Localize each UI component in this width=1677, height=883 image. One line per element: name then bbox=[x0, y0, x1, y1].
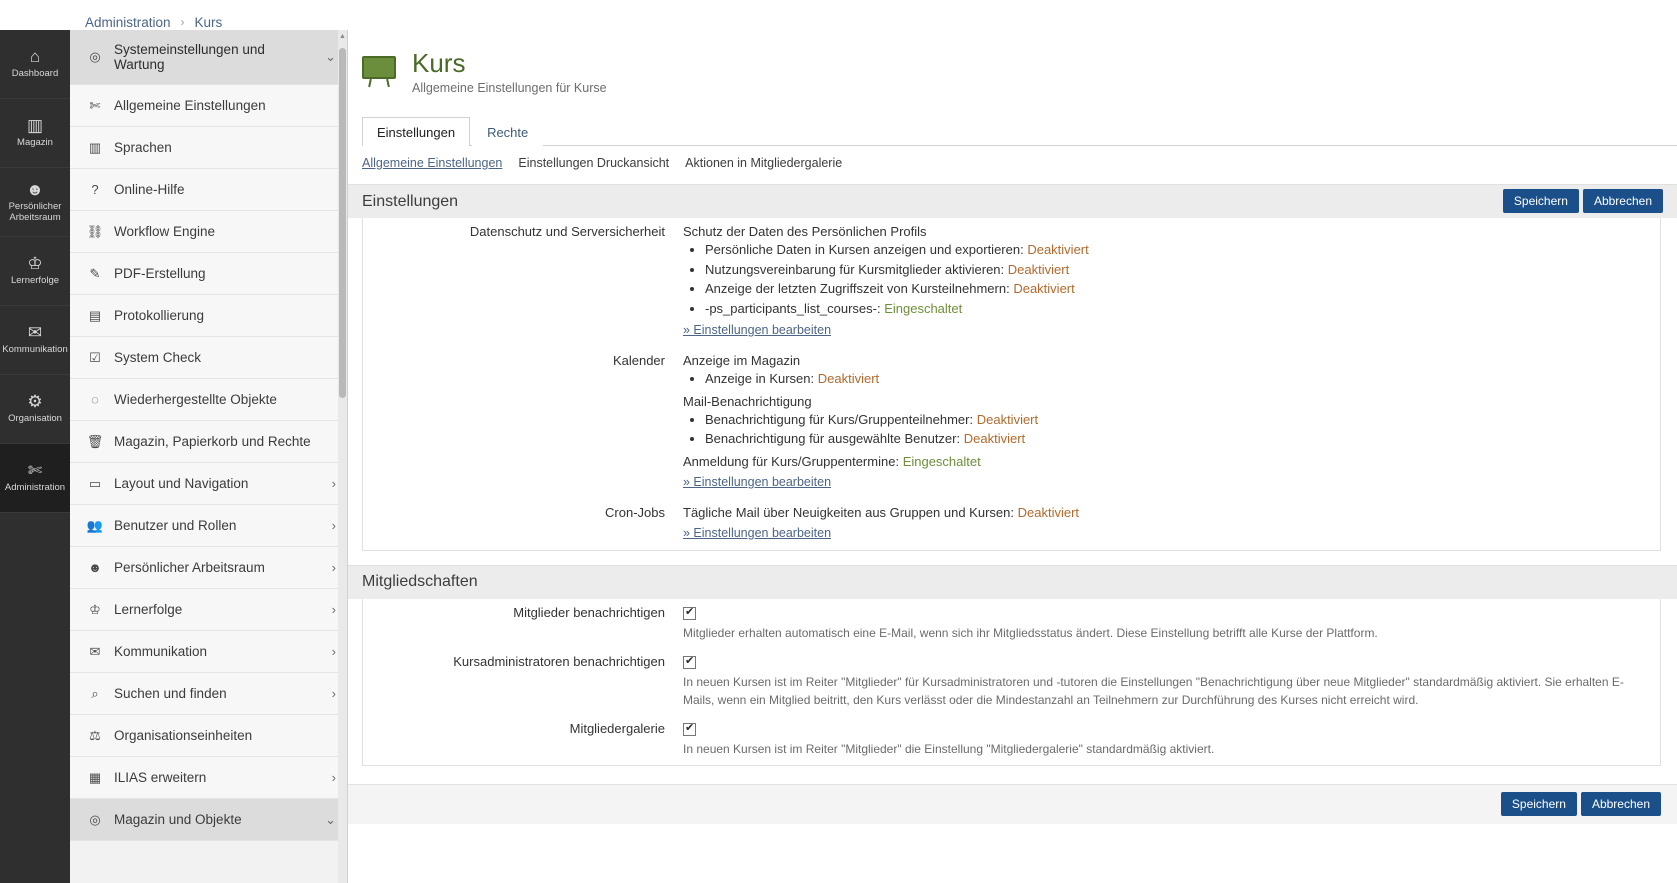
sidebar-item-ilias-erweitern[interactable] bbox=[70, 757, 348, 799]
calendar-trailing bbox=[683, 454, 1642, 469]
sidebar-item-kommunikation[interactable] bbox=[70, 631, 348, 673]
organisation-icon: ⚙ bbox=[27, 392, 43, 412]
chevron-right-icon: › bbox=[331, 560, 336, 575]
layout-icon: ▭ bbox=[88, 475, 102, 491]
row-label: Mitglieder benachrichtigen bbox=[513, 604, 665, 620]
calendar-block-heading-2: Mail-Benachrichtigung bbox=[683, 393, 812, 409]
repository-icon: ▥ bbox=[26, 116, 44, 136]
item-value: Deaktiviert bbox=[817, 371, 880, 387]
section-header-mitgliedschaften bbox=[348, 565, 1677, 599]
sidebar-scrollbar[interactable] bbox=[338, 30, 347, 883]
item-text: Anmeldung für Kurs/Gruppentermine: bbox=[683, 453, 900, 469]
breadcrumb-administration[interactable]: Administration bbox=[85, 14, 171, 30]
edit-settings-link-cron[interactable]: » Einstellungen bearbeiten bbox=[683, 525, 832, 540]
item-value: Eingeschaltet bbox=[902, 453, 981, 469]
rail-item-kommunikation[interactable] bbox=[0, 306, 70, 375]
rail-label: Kommunikation bbox=[2, 344, 68, 356]
sidebar-item-label: Persönlicher Arbeitsraum bbox=[114, 560, 265, 575]
rail-item-dashboard[interactable] bbox=[0, 30, 70, 99]
sidebar-item-persoenlicher-arbeitsraum[interactable] bbox=[70, 547, 348, 589]
rail-label: Lernerfolge bbox=[10, 275, 60, 287]
sidebar-item-pdf-erstellung[interactable] bbox=[70, 253, 348, 295]
plugin-icon: ▦ bbox=[88, 769, 102, 785]
item-value: Deaktiviert bbox=[963, 431, 1026, 447]
sidebar-item-label: Online-Hilfe bbox=[114, 182, 185, 197]
save-button-bottom[interactable]: Speichern bbox=[1501, 792, 1577, 816]
cancel-button-bottom[interactable]: Abbrechen bbox=[1581, 792, 1661, 816]
language-icon: ▥ bbox=[88, 139, 102, 155]
settings-panel bbox=[362, 218, 1661, 551]
pdf-icon: ✎ bbox=[89, 265, 101, 281]
chevron-right-icon: › bbox=[331, 686, 336, 701]
sidebar-item-allgemeine-einstellungen[interactable] bbox=[70, 85, 348, 127]
item-text: Tägliche Mail über Neuigkeiten aus Gruppen und Kursen: bbox=[683, 504, 1014, 520]
sidebar-item-lernerfolge[interactable] bbox=[70, 589, 348, 631]
row-value bbox=[683, 654, 1660, 709]
rail-label: Persönlicher Arbeitsraum bbox=[8, 200, 62, 223]
rail-item-personal-workspace[interactable] bbox=[0, 168, 70, 237]
communication-icon: ✉ bbox=[27, 323, 43, 343]
org-units-icon: ⚖ bbox=[89, 727, 101, 743]
row-label: Cron-Jobs bbox=[605, 504, 665, 520]
list-item bbox=[705, 300, 1642, 318]
item-text: Anzeige in Kursen: bbox=[705, 371, 815, 387]
achievements-icon: ♔ bbox=[27, 254, 43, 274]
tab-rechte[interactable]: Rechte bbox=[472, 117, 543, 146]
list-item bbox=[705, 261, 1642, 279]
sidebar-item-label: Organisationseinheiten bbox=[114, 728, 253, 743]
calendar-block-heading-1: Anzeige im Magazin bbox=[683, 353, 801, 369]
rail-item-administration[interactable] bbox=[0, 444, 70, 513]
main-content bbox=[348, 30, 1677, 883]
sidebar-item-label: Wiederhergestellte Objekte bbox=[114, 392, 277, 407]
sidebar-item-label: Sprachen bbox=[114, 140, 172, 155]
subtab-einstellungen-druckansicht[interactable]: Einstellungen Druckansicht bbox=[518, 156, 670, 170]
list-item bbox=[705, 241, 1642, 259]
row-mitgliedergalerie bbox=[363, 715, 1660, 764]
memberships-panel bbox=[362, 599, 1661, 766]
users-icon: 👥 bbox=[86, 517, 104, 533]
item-value: Deaktiviert bbox=[1007, 261, 1070, 277]
sidebar-item-benutzer-und-rollen[interactable] bbox=[70, 505, 348, 547]
chevron-right-icon: › bbox=[331, 770, 336, 785]
row-datenschutz bbox=[363, 218, 1660, 347]
calendar-list-2 bbox=[683, 411, 1642, 448]
item-value: Deaktiviert bbox=[1013, 281, 1075, 297]
breadcrumb-kurs[interactable]: Kurs bbox=[194, 14, 223, 30]
row-mitglieder-benachrichtigen bbox=[363, 599, 1660, 648]
edit-settings-link-datenschutz[interactable]: » Einstellungen bearbeiten bbox=[683, 323, 832, 338]
row-hint: In neuen Kursen ist im Reiter "Mitglieder" für Kursadministratoren und -tutoren die Einstellungen "Benachrichtigung über neue Mitglieder" standardmäßig aktiviert. Sie erhalten E-Mails, wenn ein Mitglied beitritt, den Kurs verlässt oder die Mindestanzahl an Teilnehmern zur Durchführung des Kurses nicht erreicht wird. bbox=[683, 675, 1624, 707]
sidebar-item-suchen-und-finden[interactable] bbox=[70, 673, 348, 715]
row-cron-jobs bbox=[363, 499, 1660, 550]
sub-tab-bar bbox=[362, 156, 1677, 170]
admin-sidebar bbox=[70, 30, 348, 883]
sidebar-scrollbar-thumb[interactable] bbox=[339, 48, 346, 398]
row-kursadministratoren-benachrichtigen bbox=[363, 648, 1660, 715]
sidebar-item-label: Magazin und Objekte bbox=[114, 812, 242, 827]
cron-trailing bbox=[683, 505, 1642, 520]
workflow-icon: ⛓ bbox=[86, 223, 104, 239]
page-header bbox=[348, 30, 1677, 95]
row-label: Kursadministratoren benachrichtigen bbox=[453, 654, 665, 670]
item-text: Benachrichtigung für Kurs/Gruppenteilnehmer: bbox=[705, 411, 974, 427]
rail-label: Magazin bbox=[17, 137, 53, 149]
dashboard-icon: ⌂ bbox=[29, 47, 41, 67]
rail-item-lernerfolge[interactable] bbox=[0, 237, 70, 306]
row-value bbox=[683, 353, 1660, 493]
trash-icon: 🗑 bbox=[86, 433, 104, 449]
row-label: Kalender bbox=[612, 353, 665, 369]
main-navigation-rail bbox=[0, 30, 70, 883]
privacy-heading: Schutz der Daten des Persönlichen Profils bbox=[683, 224, 927, 239]
sidebar-item-label: PDF-Erstellung bbox=[114, 266, 206, 281]
sidebar-item-systemeinstellungen[interactable] bbox=[70, 30, 348, 85]
breadcrumb bbox=[85, 15, 222, 30]
check-icon: ☑ bbox=[89, 349, 101, 365]
row-value bbox=[683, 721, 1660, 758]
rail-label: Organisation bbox=[8, 413, 62, 425]
list-item bbox=[705, 411, 1642, 429]
help-icon: ? bbox=[91, 182, 99, 197]
calendar-list-1 bbox=[683, 370, 1642, 388]
item-value: Deaktiviert bbox=[976, 411, 1039, 427]
privacy-list bbox=[683, 241, 1642, 317]
restore-icon: ◌ bbox=[91, 392, 99, 407]
rail-item-organisation[interactable] bbox=[0, 375, 70, 444]
edit-settings-link-kalender[interactable]: » Einstellungen bearbeiten bbox=[683, 474, 832, 489]
row-hint: Mitglieder erhalten automatisch eine E-Mail, wenn sich ihr Mitgliedsstatus ändert. Diese Einstellung betrifft alle Kurse der Plattform. bbox=[683, 625, 1378, 640]
chevron-down-icon: ⌄ bbox=[325, 49, 336, 64]
section-actions-top bbox=[1503, 189, 1663, 213]
subtab-aktionen-in-mitgliedergalerie[interactable]: Aktionen in Mitgliedergalerie bbox=[685, 156, 843, 170]
item-value: Eingeschaltet bbox=[884, 300, 963, 316]
list-item bbox=[705, 370, 1642, 388]
gear-icon: ◎ bbox=[89, 49, 101, 64]
item-value: Deaktiviert bbox=[1017, 504, 1080, 520]
item-text: Benachrichtigung für ausgewählte Benutzer: bbox=[705, 431, 961, 447]
sidebar-item-label: Allgemeine Einstellungen bbox=[114, 98, 266, 113]
sidebar-item-magazin-und-objekte[interactable] bbox=[70, 799, 348, 841]
chevron-right-icon: › bbox=[331, 476, 336, 491]
breadcrumb-separator-icon: › bbox=[180, 15, 185, 29]
section-actions-bottom bbox=[1501, 792, 1661, 816]
item-text: Persönliche Daten in Kursen anzeigen und exportieren: bbox=[705, 242, 1024, 257]
form-footer bbox=[348, 784, 1677, 824]
sidebar-item-label: Lernerfolge bbox=[114, 602, 183, 617]
sidebar-item-magazin-papierkorb-rechte[interactable] bbox=[70, 421, 348, 463]
mail-icon: ✉ bbox=[89, 643, 101, 659]
row-label: Datenschutz und Serversicherheit bbox=[469, 224, 665, 239]
cancel-button-top[interactable]: Abbrechen bbox=[1583, 189, 1663, 213]
scroll-up-icon[interactable]: ▲ bbox=[339, 33, 346, 40]
sidebar-item-workflow-engine[interactable] bbox=[70, 211, 348, 253]
sidebar-item-label: Suchen und finden bbox=[114, 686, 227, 701]
page-title: Kurs bbox=[412, 48, 466, 78]
sidebar-item-label: System Check bbox=[114, 350, 202, 365]
sidebar-item-label: ILIAS erweitern bbox=[114, 770, 207, 785]
scissors-icon: ✄ bbox=[89, 97, 101, 113]
sidebar-item-organisationseinheiten[interactable] bbox=[70, 715, 348, 757]
row-label: Mitgliedergalerie bbox=[569, 721, 665, 737]
sidebar-item-protokollierung[interactable] bbox=[70, 295, 348, 337]
item-text: Anzeige der letzten Zugriffszeit von Kursteilnehmern: bbox=[705, 281, 1010, 297]
rail-label: Dashboard bbox=[11, 68, 59, 80]
log-icon: ▤ bbox=[88, 307, 102, 323]
sidebar-item-system-check[interactable] bbox=[70, 337, 348, 379]
row-kalender bbox=[363, 347, 1660, 499]
tab-einstellungen[interactable]: Einstellungen bbox=[362, 117, 470, 146]
page-subtitle: Allgemeine Einstellungen für Kurse bbox=[412, 81, 607, 95]
list-item bbox=[705, 430, 1642, 448]
sidebar-item-online-hilfe[interactable] bbox=[70, 169, 348, 211]
mitgliedergalerie-checkbox[interactable] bbox=[683, 723, 696, 736]
chevron-down-icon: ⌄ bbox=[325, 811, 336, 827]
administration-icon: ✄ bbox=[27, 461, 43, 481]
save-button-top[interactable]: Speichern bbox=[1503, 189, 1579, 213]
section-title: Mitgliedschaften bbox=[362, 573, 478, 591]
search-icon: ⌕ bbox=[91, 685, 99, 701]
list-item bbox=[705, 280, 1642, 298]
chevron-right-icon: › bbox=[331, 602, 336, 617]
objects-icon: ◎ bbox=[89, 811, 101, 827]
sidebar-item-sprachen[interactable] bbox=[70, 127, 348, 169]
sidebar-item-label: Layout und Navigation bbox=[114, 476, 249, 491]
sidebar-item-layout-und-navigation[interactable] bbox=[70, 463, 348, 505]
personal-workspace-icon: ☻ bbox=[26, 179, 44, 199]
row-value bbox=[683, 505, 1660, 544]
sidebar-scroll-area bbox=[70, 30, 348, 883]
sidebar-item-wiederhergestellte-objekte[interactable] bbox=[70, 379, 348, 421]
section-header-einstellungen bbox=[348, 184, 1677, 218]
kursadministratoren-benachrichtigen-checkbox[interactable] bbox=[683, 656, 696, 669]
course-board-icon bbox=[362, 56, 398, 86]
item-text: -ps_participants_list_courses-: bbox=[705, 300, 881, 316]
row-value bbox=[683, 605, 1660, 642]
tab-bar bbox=[362, 117, 1677, 146]
trophy-icon: ♔ bbox=[89, 601, 101, 617]
person-icon: ☻ bbox=[88, 560, 102, 575]
chevron-right-icon: › bbox=[331, 644, 336, 659]
chevron-right-icon: › bbox=[331, 518, 336, 533]
sidebar-item-label: Workflow Engine bbox=[114, 224, 216, 239]
row-hint: In neuen Kursen ist im Reiter "Mitglieder" die Einstellung "Mitgliedergalerie" standardmäßig aktiviert. bbox=[683, 742, 1215, 757]
section-title: Einstellungen bbox=[362, 192, 459, 210]
item-value: Deaktiviert bbox=[1027, 242, 1089, 257]
sidebar-item-label: Protokollierung bbox=[114, 308, 205, 323]
mitglieder-benachrichtigen-checkbox[interactable] bbox=[683, 607, 696, 620]
rail-item-magazin[interactable] bbox=[0, 99, 70, 168]
sidebar-item-label: Magazin, Papierkorb und Rechte bbox=[114, 434, 311, 449]
row-value bbox=[683, 224, 1660, 341]
rail-label: Administration bbox=[4, 482, 66, 494]
sidebar-item-label: Systemeinstellungen und Wartung bbox=[114, 42, 265, 72]
item-text: Nutzungsvereinbarung für Kursmitglieder aktivieren: bbox=[705, 261, 1005, 277]
subtab-allgemeine-einstellungen[interactable]: Allgemeine Einstellungen bbox=[362, 156, 503, 170]
sidebar-item-label: Benutzer und Rollen bbox=[114, 518, 237, 533]
sidebar-item-label: Kommunikation bbox=[114, 644, 208, 659]
